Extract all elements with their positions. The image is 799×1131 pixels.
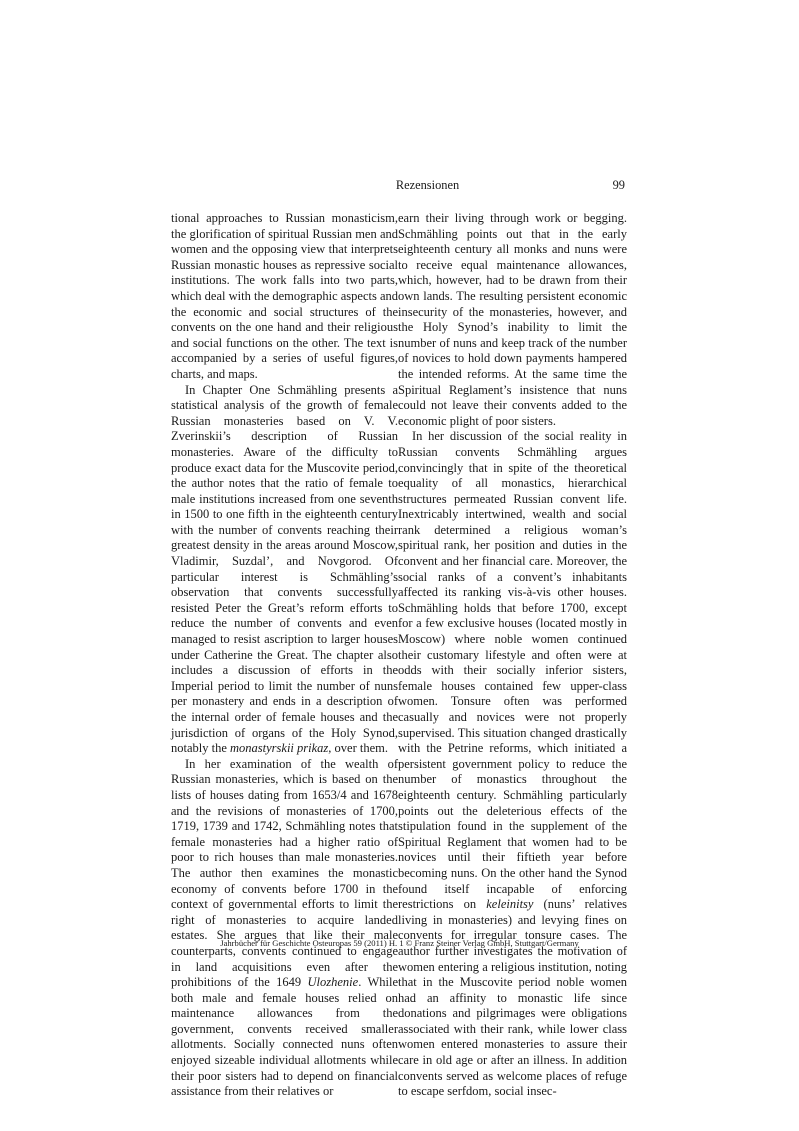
paragraph: In her examination of the wealth of Russian monasteries, which is based on the lists of houses dating from 1653/4 and 1678 and the revisions of monasteries of 1700, 1719, 1739 and 1742, Schmähling notes that female monasteries had a higher ratio of poor to rich houses than male monasteries. The author then examines the monastic economy of convents before 1700 in the context of governmental efforts to limit the right of monasteries to acquire landed estates. She argues that like their male counterparts, convents continued to engage in land acquisitions even after the prohibitions of the 1649 Ulozhenie. While both male and female houses relied on maintenance allowances from the government, convents received smaller allotments. Socially connected nuns often enjoyed sizeable individual allotments while their poor sisters had to depend on financial assistance from their relatives or [171, 756, 398, 1099]
right-column [398, 211, 627, 1100]
footer-citation: Jahrbücher für Geschichte Osteuropas 59 (2011) H. 1 © Franz Steiner Verlag GmbH, Stuttgart/Germany [220, 938, 579, 948]
running-header [230, 178, 625, 196]
italic-term: keleinitsy [486, 897, 534, 912]
header-title: Rezensionen [395, 178, 460, 192]
left-column [171, 211, 398, 1100]
paragraph: In her discussion of the social reality in Russian convents Schmähling argues convincingly that in spite of the theoretical equality of all monastics, hierarchical structures permeated Russian convent life. Inextricably intertwined, wealth and social rank determined a religious woman’s spiritual rank, her position and duties in the convent and her financial care. Moreover, the social ranks of a convent’s inhabitants affected its ranking vis-à-vis other houses. Schmähling holds that before 1700, except for a few exclusive houses (located mostly in Moscow) where noble women continued their customary lifestyle and often were at odds with their socially inferior sisters, female houses contained few upper-class women. Tonsure often was performed casually and novices were not properly supervised. This situation changed drastically with the Petrine reforms, which initiated a persistent government policy to reduce the number of monastics throughout the eighteenth century. Schmähling particularly points out the deleterious effects of the stipulation found in the supplement of the Spiritual Reglament that women had to be novices until their fiftieth year before becoming nuns. On the other hand the Synod found itself incapable of enforcing restrictions on keleinitsy (nuns’ relatives living in monasteries) and levying fines on convents for irregular tonsure cases. The author further investigates the motivation of women entering a religious institution, noting that in the Muscovite period noble women had an affinity to monastic life since donations and pilgrimages were obligations associated with their rank, while lower class women entered monasteries to assure their care in old age or after an illness. In addition convents served as welcome places of refuge to escape serfdom, social insec- [398, 429, 628, 1099]
paragraph: earn their living through work or begging. Schmähling points out that in the early eighteenth century all monks and nuns were to receive equal maintenance allowances, which, however, had to be drawn from their own lands. The resulting persistent economic insecurity of the monasteries, however, and the Holy Synod’s inability to limit the number of nuns and keep track of the number of novices to hold down payments hampered the intended reforms. At the same time the Spiritual Reglament’s insistence that nuns could not leave their convents added to the economic plight of poor sisters. [398, 211, 627, 428]
paragraph: tional approaches to Russian monasticism, the glorification of spiritual Russian men and women and the opposing view that interprets Russian monastic houses as repressive social institutions. The work falls into two parts, which deal with the demographic aspects and the economic and social structures of the convents on the one hand and their religious and social functions on the other. The text is accompanied by a series of useful figures, charts, and maps. [171, 211, 399, 381]
paragraph: In Chapter One Schmähling presents a statistical analysis of the growth of female Russian monasteries based on V. V. Zverinskii’s description of Russian monasteries. Aware of the difficulty to produce exact data for the Muscovite period, the author notes that the ratio of female to male institutions increased from one seventh in 1500 to one fifth in the eighteenth century with the number of convents reaching their greatest density in the areas around Moscow, Vladimir, Suzdal’, and Novgorod. Of particular interest is Schmähling’s observation that convents successfully resisted Peter the Great’s reform efforts to reduce the number of convents and even managed to resist ascription to larger houses under Catherine the Great. The chapter also includes a discussion of efforts in the Imperial period to limit the number of nuns per monastery and ends in a description of the internal order of female houses and the jurisdiction of organs of the Holy Synod, notably the monastyrskii prikaz, over them. [171, 382, 398, 756]
page-number: 99 [612, 178, 625, 192]
italic-term: monastyrskii prikaz [230, 741, 329, 756]
italic-term: Ulozhenie [307, 975, 359, 990]
